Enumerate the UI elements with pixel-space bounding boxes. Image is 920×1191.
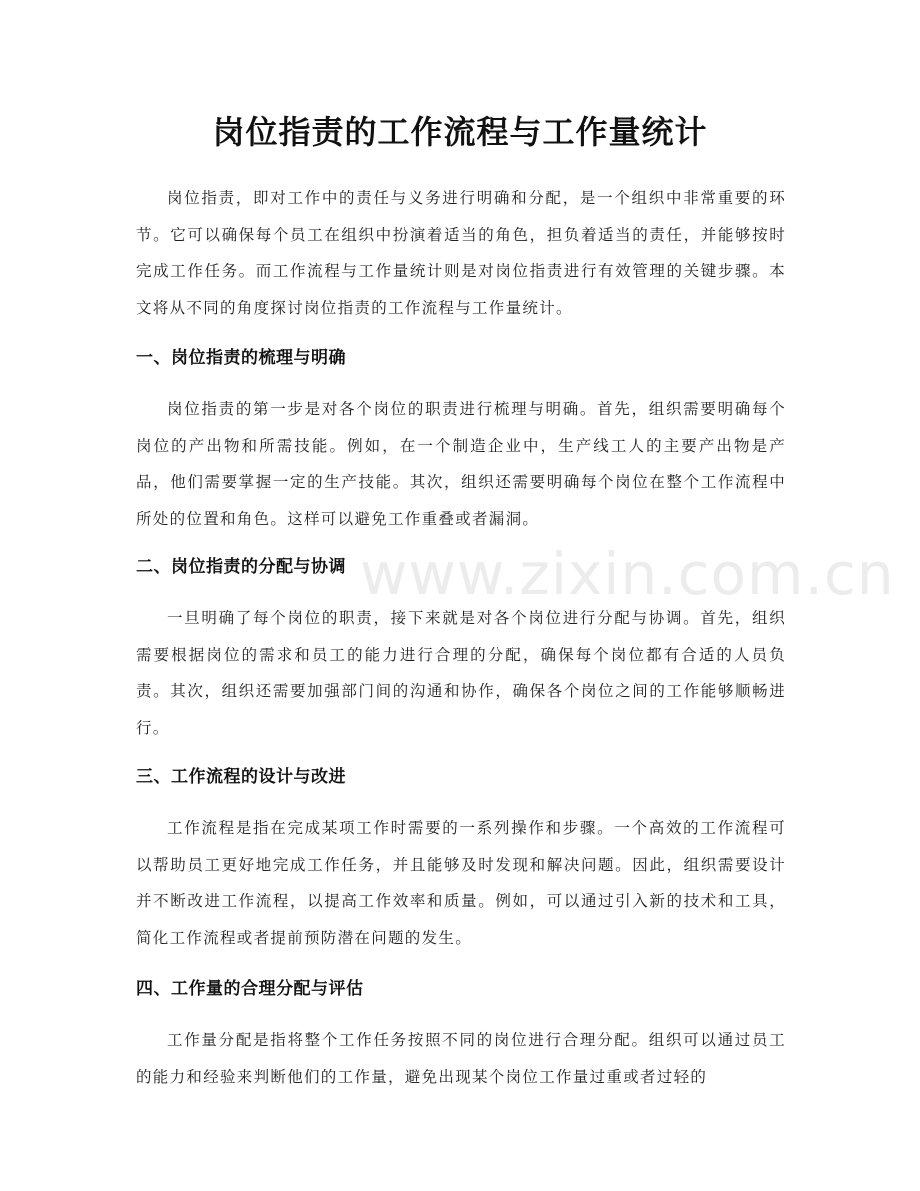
section-body-3: 工作流程是指在完成某项工作时需要的一系列操作和步骤。一个高效的工作流程可以帮助员工更好地完成工作任务，并且能够及时发现和解决问题。因此，组织需要设计并不断改进工作流程，以提高工作效率和质量。例如，可以通过引入新的技术和工具，简化工作流程或者提前预防潜在问题的发生。	[136, 819, 786, 947]
section-heading-1: 一、岗位指责的梳理与明确	[136, 348, 346, 368]
section-body-4: 工作量分配是指将整个工作任务按照不同的岗位进行合理分配。组织可以通过员工的能力和经验来判断他们的工作量，避免出现某个岗位工作量过重或者过轻的	[136, 1031, 786, 1086]
section-heading-3: 三、工作流程的设计与改进	[136, 767, 346, 787]
section-heading-4: 四、工作量的合理分配与评估	[136, 979, 364, 999]
document-title: 岗位指责的工作流程与工作量统计	[212, 113, 708, 151]
intro-paragraph: 岗位指责，即对工作中的责任与义务进行明确和分配，是一个组织中非常重要的环节。它可以确保每个员工在组织中扮演着适当的角色，担负着适当的责任，并能够按时完成工作任务。而工作流程与工作量统计则是对岗位指责进行有效管理的关键步骤。本文将从不同的角度探讨岗位指责的工作流程与工作量统计。	[136, 189, 786, 317]
section-body-2: 一旦明确了每个岗位的职责，接下来就是对各个岗位进行分配与协调。首先，组织需要根据岗位的需求和员工的能力进行合理的分配，确保每个岗位都有合适的人员负责。其次，组织还需要加强部门间的沟通和协作，确保各个岗位之间的工作能够顺畅进行。	[136, 609, 786, 737]
section-heading-2: 二、岗位指责的分配与协调	[136, 557, 346, 577]
watermark: www.zixin.com.cn	[360, 540, 895, 608]
section-body-1: 岗位指责的第一步是对各个岗位的职责进行梳理与明确。首先，组织需要明确每个岗位的产出物和所需技能。例如，在一个制造企业中，生产线工人的主要产出物是产品，他们需要掌握一定的生产技能。其次，组织还需要明确每个岗位在整个工作流程中所处的位置和角色。这样可以避免工作重叠或者漏洞。	[136, 400, 786, 528]
document-body	[136, 180, 786, 1095]
